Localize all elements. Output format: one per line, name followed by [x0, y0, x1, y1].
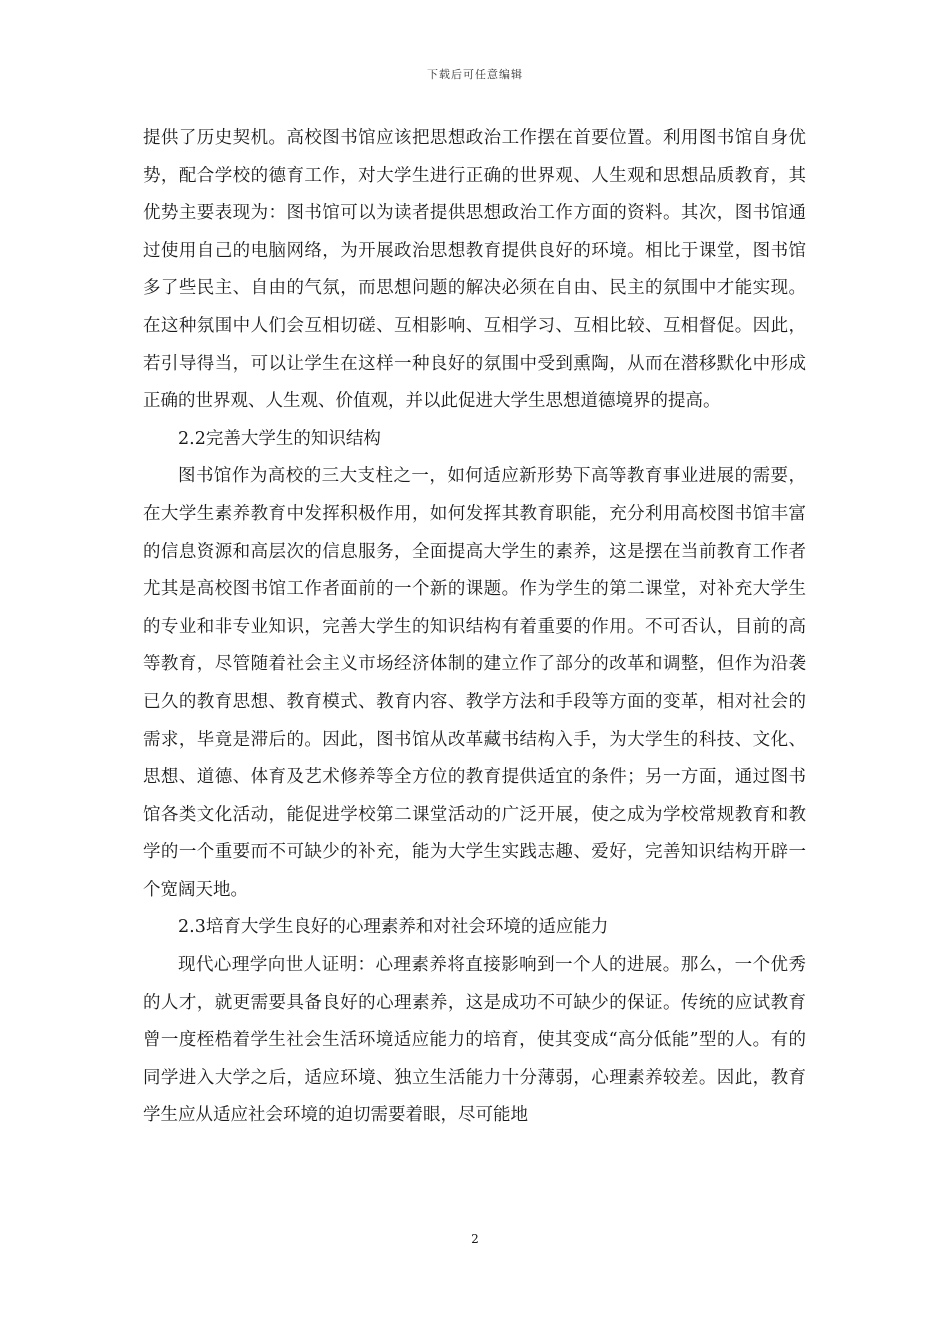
paragraph-3: 现代心理学向世人证明：心理素养将直接影响到一个人的进展。那么，一个优秀的人才，就更需要具备良好的心理素养，这是成功不可缺少的保证。传统的应试教育曾一度桎梏着学生社会生活环境适应能力的培育，使其变成“高分低能”型的人。有的同学进入大学之后，适应环境、独立生活能力十分薄弱，心理素养较差。因此，教育学生应从适应社会环境的迫切需要着眼，尽可能地 [143, 955, 806, 1126]
section-heading-2-2: 2.2完善大学生的知识结构 [178, 428, 381, 449]
document-body [143, 120, 806, 1135]
page-number: 2 [471, 1232, 479, 1246]
paragraph-2: 图书馆作为高校的三大支柱之一，如何适应新形势下高等教育事业进展的需要，在大学生素养教育中发挥积极作用，如何发挥其教育职能，充分利用高校图书馆丰富的信息资源和高层次的信息服务，全面提高大学生的素养，这是摆在当前教育工作者尤其是高校图书馆工作者面前的一个新的课题。作为学生的第二课堂，对补充大学生的专业和非专业知识，完善大学生的知识结构有着重要的作用。不可否认，目前的高等教育，尽管随着社会主义市场经济体制的建立作了部分的改革和调整，但作为沿袭已久的教育思想、教育模式、教育内容、教学方法和手段等方面的变革，相对社会的需求，毕竟是滞后的。因此，图书馆从改革藏书结构入手，为大学生的科技、文化、思想、道德、体育及艺术修养等全方位的教育提供适宜的条件；另一方面，通过图书馆各类文化活动，能促进学校第二课堂活动的广泛开展，使之成为学校常规教育和教学的一个重要而不可缺少的补充，能为大学生实践志趣、爱好，完善知识结构开辟一个宽阔天地。 [143, 466, 806, 900]
paragraph-1: 提供了历史契机。高校图书馆应该把思想政治工作摆在首要位置。利用图书馆自身优势，配合学校的德育工作，对大学生进行正确的世界观、人生观和思想品质教育，其优势主要表现为：图书馆可以为读者提供思想政治工作方面的资料。其次，图书馆通过使用自己的电脑网络，为开展政治思想教育提供良好的环境。相比于课堂，图书馆多了些民主、自由的气氛，而思想问题的解决必须在自由、民主的氛围中才能实现。在这种氛围中人们会互相切磋、互相影响、互相学习、互相比较、互相督促。因此，若引导得当，可以让学生在这样一种良好的氛围中受到熏陶，从而在潜移默化中形成正确的世界观、人生观、价值观，并以此促进大学生思想道德境界的提高。 [143, 128, 806, 412]
page-header: 下载后可任意编辑 [427, 68, 523, 81]
section-heading-2-3: 2.3培育大学生良好的心理素养和对社会环境的适应能力 [178, 917, 609, 938]
